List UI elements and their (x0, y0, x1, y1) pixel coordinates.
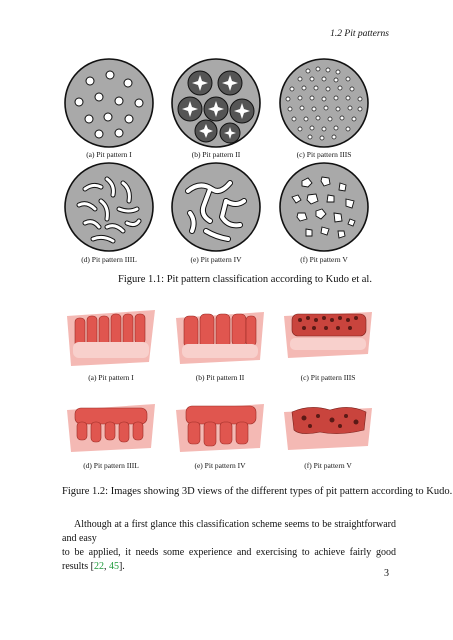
body-paragraph (62, 518, 396, 574)
running-header: 1.2 Pit patterns (330, 29, 389, 39)
subcaption-1d: (d) Pit pattern IIIL (81, 255, 137, 264)
citation-separator: , (103, 561, 109, 572)
page-number: 3 (384, 568, 389, 579)
subcaption-1c: (c) Pit pattern IIIS (296, 150, 352, 159)
citation-link[interactable]: 45 (108, 561, 119, 572)
figure-1-2-caption: Figure 1.2: Images showing 3D views of the different types of pit pattern according to Kudo. (62, 486, 453, 497)
citation-close: ]. (118, 561, 125, 572)
pit-pattern-iv-schematic (170, 161, 262, 253)
subcaption-1f: (f) Pit pattern V (300, 255, 348, 264)
pit-pattern-iiil-3d-view (63, 392, 159, 458)
citation-link[interactable]: 22 (93, 561, 104, 572)
subcaption-1b: (b) Pit pattern II (191, 150, 241, 159)
pit-pattern-i-schematic (63, 57, 155, 149)
figure-1-1-caption: Figure 1.1: Pit pattern classification according to Kudo et al. (118, 274, 372, 285)
pit-pattern-ii-3d-view (172, 302, 268, 370)
pit-pattern-v-schematic (278, 161, 370, 253)
subcaption-1e: (e) Pit pattern IV (190, 255, 242, 264)
pit-pattern-iiis-schematic (278, 57, 370, 149)
subcaption-2c: (c) Pit pattern IIIS (300, 373, 356, 382)
subcaption-2d: (d) Pit pattern IIIL (83, 461, 139, 470)
subcaption-2b: (b) Pit pattern II (195, 373, 245, 382)
subcaption-2a: (a) Pit pattern I (88, 373, 134, 382)
pit-pattern-iv-3d-view (172, 392, 268, 458)
body-paragraph-line-2 (62, 546, 396, 574)
body-paragraph-text: to be applied, it needs some experience and exercising to achieve fairly good results [ (62, 547, 396, 572)
pit-pattern-iiis-3d-view (280, 302, 376, 370)
pit-pattern-ii-schematic (170, 57, 262, 149)
pit-pattern-v-3d-view (280, 392, 376, 458)
body-paragraph-line-1: Although at a first glance this classification scheme seems to be straightforward and easy (62, 519, 396, 544)
pit-pattern-iiil-schematic (63, 161, 155, 253)
pit-pattern-i-3d-view (63, 302, 159, 370)
subcaption-2f: (f) Pit pattern V (304, 461, 352, 470)
subcaption-1a: (a) Pit pattern I (86, 150, 132, 159)
subcaption-2e: (e) Pit pattern IV (194, 461, 246, 470)
